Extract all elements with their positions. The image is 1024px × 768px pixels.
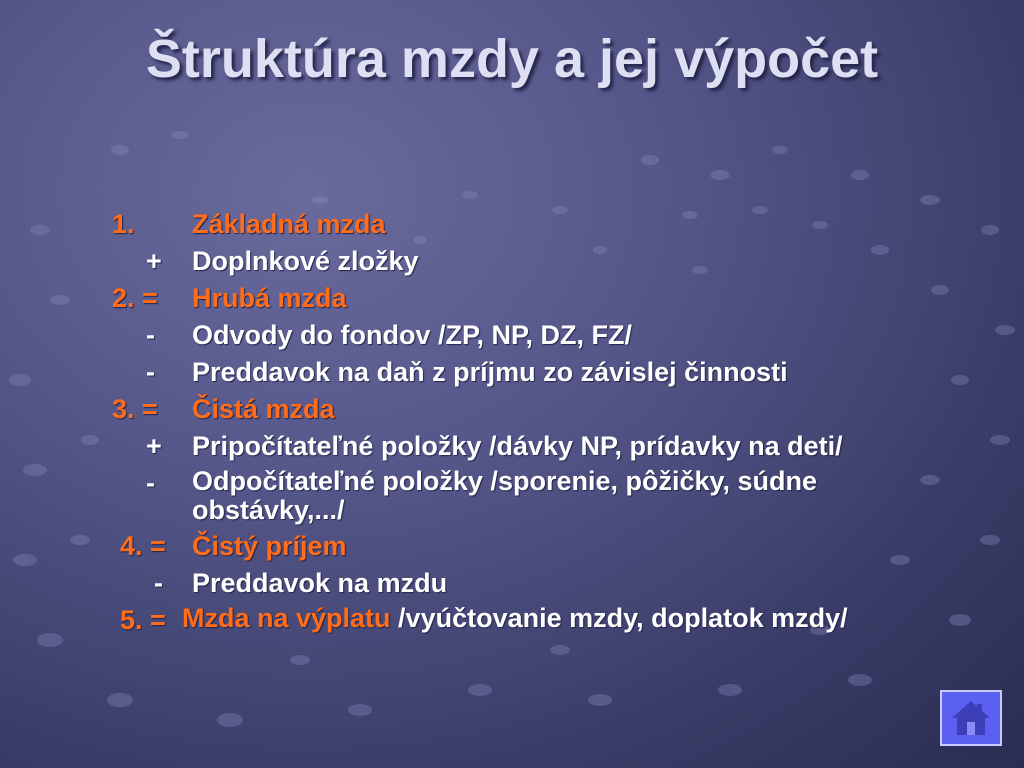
item-text: Odpočítateľné položky /sporenie, pôžičky, súdne obstávky,.../ <box>192 466 818 525</box>
item-marker: 5. = <box>120 605 166 635</box>
item-text: Pripočítateľné položky /dávky NP, prídavky na deti/ <box>192 431 843 461</box>
list-item <box>112 208 972 240</box>
item-marker: - <box>146 320 155 350</box>
list-item <box>112 393 972 425</box>
item-text: Hrubá mzda <box>192 283 347 313</box>
item-text: Preddavok na mzdu <box>192 568 448 598</box>
home-button[interactable] <box>940 690 1002 746</box>
item-marker: 3. = <box>112 394 158 424</box>
list-item <box>112 319 972 351</box>
list-item <box>112 604 972 636</box>
list-item <box>112 467 972 525</box>
list-item <box>112 245 972 277</box>
item-text: Základná mzda <box>192 209 386 239</box>
item-marker: - <box>146 468 155 498</box>
item-text: Čistá mzda <box>192 394 335 424</box>
item-marker: + <box>146 246 162 276</box>
item-text: Odvody do fondov /ZP, NP, DZ, FZ/ <box>192 320 633 350</box>
item-text: Doplnkové zložky <box>192 246 419 276</box>
item-marker: - <box>154 568 163 598</box>
item-marker: + <box>146 431 162 461</box>
home-icon <box>950 698 992 738</box>
list-item <box>112 530 972 562</box>
list-item <box>112 567 972 599</box>
salary-structure-list <box>112 208 972 641</box>
item-text: Preddavok na daň z príjmu zo závislej činnosti <box>192 357 788 387</box>
item-suffix: /vyúčtovanie mzdy, doplatok mzdy/ <box>390 603 848 633</box>
slide-title: Štruktúra mzdy a jej výpočet <box>145 29 879 89</box>
item-text: Čistý príjem <box>192 531 347 561</box>
item-text <box>182 604 972 636</box>
list-item <box>112 282 972 314</box>
item-highlight: Mzda na výplatu <box>182 603 391 633</box>
item-marker: 4. = <box>120 531 166 561</box>
list-item <box>112 430 972 462</box>
list-item <box>112 356 972 388</box>
item-marker: 2. = <box>112 283 158 313</box>
item-marker: 1. <box>112 209 135 239</box>
item-marker: - <box>146 357 155 387</box>
